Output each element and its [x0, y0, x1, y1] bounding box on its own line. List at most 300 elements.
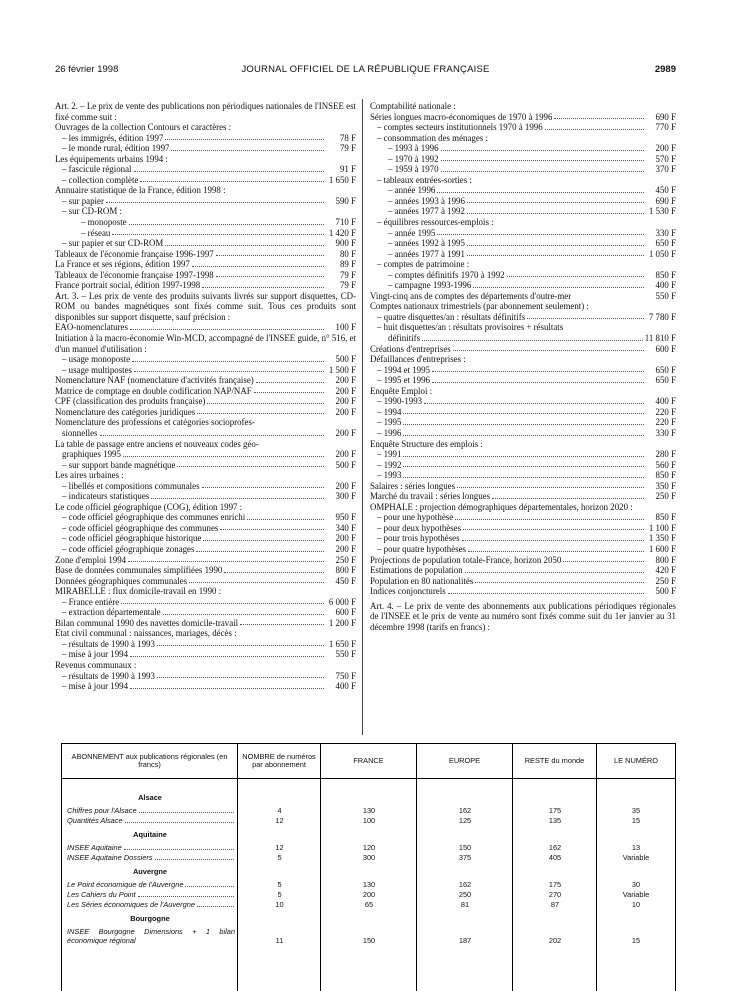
- item-label: – usage monoposte: [62, 354, 131, 365]
- dot-leader: [155, 853, 234, 860]
- item-price: 220 F: [655, 417, 676, 428]
- item-price: 1 650 F: [328, 174, 356, 185]
- dot-leader: [165, 245, 324, 246]
- table-cell-n: 5: [277, 853, 282, 862]
- table-cell-num: Variable: [622, 853, 650, 862]
- item-label: Indices conjoncturels: [370, 586, 446, 597]
- section-heading: Annuaire statistique de la France, édition 1998 :: [55, 185, 226, 196]
- item-price: 950 F: [335, 512, 356, 523]
- item-price: 200 F: [655, 143, 676, 154]
- article-4-intro: Art. 4. – Le prix de vente des abonnements aux publications périodiques régionales de l'INSEE et le prix de vente au numéro sont fixés comme suit du 1er janvier au 31 décembre 1998 (tarifs en francs) :: [370, 600, 676, 632]
- section-heading: – comptes de patrimoine :: [377, 259, 470, 270]
- item-price: 690 F: [655, 195, 676, 206]
- price-item: [55, 481, 356, 492]
- item-price: 550 F: [335, 649, 356, 660]
- price-item: [55, 449, 356, 460]
- dot-leader: [424, 403, 644, 404]
- table-cell-num: 30: [631, 880, 641, 889]
- price-item: [55, 228, 356, 239]
- item-price: 250 F: [335, 554, 356, 565]
- item-label: – 1991: [377, 449, 402, 460]
- price-item: [370, 365, 676, 376]
- section-heading: – tableaux entrées-sorties :: [377, 174, 472, 185]
- price-item: [370, 122, 676, 133]
- dot-leader: [189, 582, 324, 583]
- item-price: 330 F: [655, 227, 676, 238]
- item-label: – code officiel géographique historique: [62, 533, 202, 544]
- section-heading: – équilibres ressources-emplois :: [377, 217, 494, 228]
- price-item: [55, 280, 356, 291]
- item-label: – collection complète: [62, 174, 139, 185]
- item-price: 89 F: [339, 259, 356, 270]
- dot-leader: [177, 466, 324, 467]
- table-cell-fr: 200: [362, 890, 376, 899]
- dot-leader: [403, 466, 644, 467]
- section-heading: Initiation à la macro-économie Win-MCD, accompagné de l'INSEE guide, n° 516, et d'un manuel d'utilisation :: [55, 333, 356, 354]
- price-item: [370, 312, 676, 323]
- item-label: – résultats de 1990 à 1993: [62, 638, 155, 649]
- price-item: [370, 228, 676, 239]
- price-item: [55, 565, 356, 576]
- item-label: – pour deux hypothèses: [377, 522, 462, 533]
- section-heading: La table de passage entre anciens et nouveaux codes géo-: [55, 438, 259, 449]
- item-label: – années 1993 à 1996: [388, 195, 465, 206]
- publication-title: INSEE Aquitaine Dossiers: [67, 853, 153, 862]
- header-page-number: 2989: [654, 64, 676, 75]
- table-cell-fr: 130: [362, 806, 376, 815]
- price-item: [55, 671, 356, 682]
- column-divider: [362, 99, 363, 735]
- table-cell-rm: 87: [550, 900, 560, 909]
- item-label: – 1993: [377, 470, 402, 481]
- item-price: 79 F: [339, 143, 356, 154]
- price-item: [55, 618, 356, 629]
- item-label: – mise à jour 1994: [62, 649, 129, 660]
- dot-leader: [403, 477, 644, 478]
- article-2-intro: Art. 2. – Le prix de vente des publications non périodiques nationales de l'INSEE est fixé comme suit :: [55, 101, 356, 122]
- item-label: – indicateurs statistiques: [62, 491, 150, 502]
- price-item: [55, 544, 356, 555]
- item-label: Tableaux de l'économie française 1997-1998: [55, 269, 214, 280]
- price-item: [370, 481, 676, 492]
- table-cell-fr: 120: [362, 843, 376, 852]
- item-label: CPF (classification des produits française): [55, 396, 206, 407]
- publication-title: Les Cahiers du Point: [67, 890, 136, 899]
- region-heading: Bourgogne: [130, 914, 170, 923]
- subscription-table: [61, 743, 676, 991]
- price-item: [370, 344, 676, 355]
- price-item: [370, 523, 676, 534]
- item-label: Estimations de population: [370, 565, 463, 576]
- table-cell-num: 13: [631, 843, 641, 852]
- item-price: 560 F: [655, 459, 676, 470]
- section-heading: Nomenclature des professions et catégories socioprofes-: [55, 417, 255, 428]
- item-label: – extraction départementale: [62, 607, 161, 618]
- item-price: 1 100 F: [648, 522, 676, 533]
- dot-leader: [492, 498, 644, 499]
- item-price: 500 F: [655, 586, 676, 597]
- item-label: – monoposte: [81, 217, 127, 228]
- item-label: Nomenclature des catégories juridiques: [55, 406, 196, 417]
- dot-leader: [467, 255, 644, 256]
- table-cell-eu: 162: [458, 880, 472, 889]
- dot-leader: [448, 593, 644, 594]
- section-heading: MIRABELLE : flux domicile-travail en 1990 :: [55, 586, 222, 597]
- dot-leader: [457, 487, 644, 488]
- item-label: – résultats de 1990 à 1993: [62, 670, 155, 681]
- price-item: [55, 143, 356, 154]
- item-price: 900 F: [335, 238, 356, 249]
- table-header-cell: RESTE du monde: [513, 744, 597, 778]
- item-price: 370 F: [655, 164, 676, 175]
- item-label: – campagne 1993-1996: [388, 280, 472, 291]
- item-price: 400 F: [655, 280, 676, 291]
- price-item: [370, 143, 676, 154]
- price-item: [55, 639, 356, 650]
- price-item: [370, 512, 676, 523]
- dot-leader: [125, 816, 234, 823]
- price-item: [55, 196, 356, 207]
- page-header: [55, 64, 676, 78]
- dot-leader: [563, 561, 644, 562]
- table-cell-rm: 135: [548, 816, 562, 825]
- item-label: – sur support bande magnétique: [62, 459, 176, 470]
- price-item: [370, 238, 676, 249]
- item-label: Base de données communales simplifiées 1990: [55, 565, 223, 576]
- section-heading: Ouvrages de la collection Contours et caractères :: [55, 122, 232, 133]
- table-cell-fr: 150: [362, 936, 376, 945]
- item-price: 690 F: [655, 111, 676, 122]
- dot-leader: [554, 118, 644, 119]
- price-item: [370, 428, 676, 439]
- item-price: 800 F: [655, 554, 676, 565]
- table-cell-fr: 65: [364, 900, 374, 909]
- price-item: [370, 291, 676, 302]
- item-label: – années 1977 à 1992: [388, 206, 465, 217]
- price-item: [370, 206, 676, 217]
- item-price: 100 F: [335, 322, 356, 333]
- dot-leader: [441, 171, 644, 172]
- dot-leader: [422, 340, 643, 341]
- dot-leader: [163, 614, 324, 615]
- table-cell-rm: 202: [548, 936, 562, 945]
- price-item: [55, 576, 356, 587]
- item-price: 200 F: [335, 533, 356, 544]
- table-cell-eu: 162: [458, 806, 472, 815]
- item-price: 750 F: [335, 670, 356, 681]
- price-item: [370, 449, 676, 460]
- dot-leader: [100, 435, 325, 436]
- section-heading: Etat civil communal : naissances, mariages, décès :: [55, 628, 237, 639]
- dot-leader: [403, 413, 644, 414]
- price-item: [370, 375, 676, 386]
- item-price: 1 500 F: [328, 364, 356, 375]
- dot-leader: [202, 287, 324, 288]
- table-cell-eu: 81: [460, 900, 470, 909]
- price-item: [55, 523, 356, 534]
- item-price: 340 F: [335, 522, 356, 533]
- item-label: définitifs: [388, 333, 421, 344]
- price-item: [55, 365, 356, 376]
- item-label: Créations d'entreprises: [370, 343, 451, 354]
- item-price: 450 F: [655, 185, 676, 196]
- item-price: 770 F: [655, 122, 676, 133]
- item-price: 200 F: [335, 396, 356, 407]
- price-item: [370, 112, 676, 123]
- left-column: [55, 101, 356, 692]
- dot-leader: [224, 572, 324, 573]
- table-header-cell: NOMBRE de numéros par abonnement: [238, 744, 321, 778]
- price-item: [370, 407, 676, 418]
- dot-leader: [403, 424, 644, 425]
- item-price: 850 F: [655, 512, 676, 523]
- item-price: 79 F: [339, 269, 356, 280]
- item-label: Zone d'emploi 1994: [55, 554, 127, 565]
- item-label: Tableaux de l'économie française 1996-1997: [55, 248, 214, 259]
- dot-leader: [196, 551, 324, 552]
- table-cell-eu: 150: [458, 843, 472, 852]
- item-price: 710 F: [335, 217, 356, 228]
- section-heading: Les aires urbaines :: [55, 470, 124, 481]
- dot-leader: [112, 234, 324, 235]
- dot-leader: [441, 160, 644, 161]
- dot-leader: [403, 435, 644, 436]
- item-price: 550 F: [655, 290, 676, 301]
- price-item: [55, 396, 356, 407]
- publication-title: Chiffres pour l'Alsace: [67, 806, 137, 815]
- item-label: – année 1996: [388, 185, 436, 196]
- price-item: [370, 544, 676, 555]
- region-heading: Alsace: [138, 793, 162, 802]
- price-item: [370, 270, 676, 281]
- item-label: – année 1995: [388, 227, 436, 238]
- table-header-cell: ABONNEMENT aux publications régionales (en francs): [62, 744, 238, 778]
- dot-leader: [151, 498, 324, 499]
- dot-leader: [240, 624, 324, 625]
- item-price: 200 F: [335, 480, 356, 491]
- section-heading: – sur CD-ROM :: [62, 206, 122, 217]
- item-price: 350 F: [655, 480, 676, 491]
- item-price: 1 200 F: [328, 617, 356, 628]
- item-price: 6 000 F: [328, 596, 356, 607]
- dot-leader: [106, 202, 324, 203]
- dot-leader: [216, 255, 324, 256]
- region-heading: Auvergne: [132, 867, 168, 876]
- item-price: 570 F: [655, 153, 676, 164]
- table-cell-fr: 100: [362, 816, 376, 825]
- region-heading: Aquitaine: [133, 830, 167, 839]
- header-rule: [62, 778, 675, 779]
- item-price: 1 420 F: [328, 227, 356, 238]
- dot-leader: [545, 129, 644, 130]
- table-header-cell: FRANCE: [321, 744, 417, 778]
- dot-leader: [132, 361, 324, 362]
- item-label: – 1996: [377, 427, 402, 438]
- item-label: Salaires : séries longues: [370, 480, 456, 491]
- table-cell-n: 10: [275, 900, 284, 909]
- price-item: [55, 460, 356, 471]
- price-item: [370, 185, 676, 196]
- item-price: 590 F: [335, 195, 356, 206]
- price-item: [370, 154, 676, 165]
- dot-leader: [192, 266, 324, 267]
- dot-leader: [139, 806, 234, 813]
- dot-leader: [197, 413, 324, 414]
- dot-leader: [130, 688, 324, 689]
- item-label: – pour une hypothèse: [377, 512, 454, 523]
- item-label: – libellés et compositions communales: [62, 480, 200, 491]
- item-price: 250 F: [655, 491, 676, 502]
- dot-leader: [220, 529, 324, 530]
- item-label: – usage multipostes: [62, 364, 133, 375]
- table-header-cell: LE NUMÉRO: [614, 755, 658, 765]
- dot-leader: [441, 150, 644, 151]
- item-label: Matrice de comptage en double codification NAP/NAF: [55, 385, 252, 396]
- dot-leader: [121, 603, 324, 604]
- item-price: 7 780 F: [648, 311, 676, 322]
- table-cell-num: 35: [631, 806, 641, 815]
- price-item: [370, 491, 676, 502]
- table-cell-fr: 130: [362, 880, 376, 889]
- item-price: 650 F: [655, 364, 676, 375]
- item-price: 450 F: [335, 575, 356, 586]
- price-item: [370, 164, 676, 175]
- item-label: – 1995: [377, 417, 402, 428]
- dot-leader: [134, 171, 325, 172]
- price-item: [55, 354, 356, 365]
- price-item: [55, 375, 356, 386]
- item-label: EAO-nomenclatures: [55, 322, 128, 333]
- price-item: [370, 249, 676, 260]
- dot-leader: [185, 880, 234, 887]
- section-heading: Revenus communaux :: [55, 659, 137, 670]
- price-item: [370, 196, 676, 207]
- table-cell-rm: 162: [548, 843, 562, 852]
- dot-leader: [465, 572, 644, 573]
- item-price: 220 F: [655, 406, 676, 417]
- price-item: [55, 259, 356, 270]
- section-heading: Enquête Emploi :: [370, 385, 433, 396]
- table-cell-n: 4: [277, 806, 282, 815]
- item-label: – le monde rural, édition 1997: [62, 143, 170, 154]
- dot-leader: [130, 329, 324, 330]
- dot-leader: [437, 234, 644, 235]
- item-price: 850 F: [655, 269, 676, 280]
- item-price: 600 F: [655, 343, 676, 354]
- dot-leader: [203, 540, 324, 541]
- item-label: Projections de population totale-France, horizon 2050: [370, 554, 562, 565]
- dot-leader: [468, 551, 644, 552]
- table-cell-n: 5: [277, 880, 282, 889]
- item-label: Population en 80 nationalités: [370, 575, 474, 586]
- price-item: [370, 470, 676, 481]
- dot-leader: [467, 245, 644, 246]
- item-label: – code officiel géographique zonages: [62, 543, 195, 554]
- item-price: 650 F: [655, 238, 676, 249]
- publication-title: Le Point économique de l'Auvergne: [67, 880, 184, 889]
- item-label: – 1993 à 1996: [388, 143, 439, 154]
- item-price: 79 F: [339, 280, 356, 291]
- price-item: [55, 249, 356, 260]
- item-label: Nomenclature NAF (nomenclature d'activités française): [55, 375, 254, 386]
- item-price: 200 F: [335, 385, 356, 396]
- price-item: [370, 417, 676, 428]
- dot-leader: [216, 276, 324, 277]
- item-label: – comptes secteurs institutionnels 1970 à 1996: [377, 122, 543, 133]
- dot-leader: [171, 150, 324, 151]
- publication-title: INSEE Bourgogne Dimensions + 1 bilan économique régional: [67, 927, 235, 945]
- dot-leader: [527, 318, 644, 319]
- table-cell-rm: 270: [548, 890, 562, 899]
- price-item: [55, 597, 356, 608]
- item-label: Séries longues macro-économiques de 1970 à 1996: [370, 111, 553, 122]
- price-item: [370, 333, 676, 344]
- item-label: – 1992: [377, 459, 402, 470]
- price-item: [370, 555, 676, 566]
- section-heading: – huit disquettes/an : résultats provisoires + résultats: [377, 322, 564, 333]
- item-label: – sur papier: [62, 195, 104, 206]
- table-cell-rm: 175: [548, 880, 562, 889]
- item-price: 400 F: [335, 681, 356, 692]
- table-cell-eu: 250: [458, 890, 472, 899]
- item-price: 250 F: [655, 575, 676, 586]
- dot-leader: [128, 561, 324, 562]
- right-column: [370, 101, 676, 632]
- item-label: – 1970 à 1992: [388, 153, 439, 164]
- dot-leader: [432, 371, 644, 372]
- item-label: France portrait social, édition 1997-1998: [55, 280, 201, 291]
- table-cell-rm: 405: [548, 853, 562, 862]
- dot-leader: [130, 656, 324, 657]
- item-price: 420 F: [655, 565, 676, 576]
- item-price: 1 600 F: [648, 543, 676, 554]
- section-heading: Défaillances d'entreprises :: [370, 354, 466, 365]
- item-label: – sur papier et sur CD-ROM: [62, 238, 164, 249]
- item-price: 850 F: [655, 470, 676, 481]
- item-label: Bilan communal 1990 des navettes domicile-travail: [55, 617, 239, 628]
- dot-leader: [467, 213, 644, 214]
- table-cell-num: 15: [631, 816, 641, 825]
- item-price: 600 F: [335, 607, 356, 618]
- section-heading: Enquête Structure des emplois :: [370, 438, 483, 449]
- dot-leader: [467, 202, 644, 203]
- item-price: 1 350 F: [648, 533, 676, 544]
- section-heading: – consommation des ménages :: [377, 132, 488, 143]
- table-cell-n: 12: [275, 816, 284, 825]
- item-price: 400 F: [655, 396, 676, 407]
- price-item: [55, 386, 356, 397]
- dot-leader: [207, 403, 324, 404]
- item-label: graphiques 1995: [62, 449, 121, 460]
- dot-leader: [453, 350, 644, 351]
- price-item: [55, 238, 356, 249]
- price-item: [55, 322, 356, 333]
- table-cell-eu: 375: [458, 853, 472, 862]
- dot-leader: [475, 582, 644, 583]
- price-item: [370, 576, 676, 587]
- price-item: [55, 681, 356, 692]
- dot-leader: [462, 540, 644, 541]
- table-cell-n: 11: [275, 936, 284, 945]
- item-label: – 1994 et 1995: [377, 364, 430, 375]
- price-item: [55, 175, 356, 186]
- price-item: [55, 428, 356, 439]
- price-item: [55, 133, 356, 144]
- dot-leader: [437, 192, 644, 193]
- item-label: – mise à jour 1994: [62, 681, 129, 692]
- item-price: 280 F: [655, 449, 676, 460]
- price-item: [55, 533, 356, 544]
